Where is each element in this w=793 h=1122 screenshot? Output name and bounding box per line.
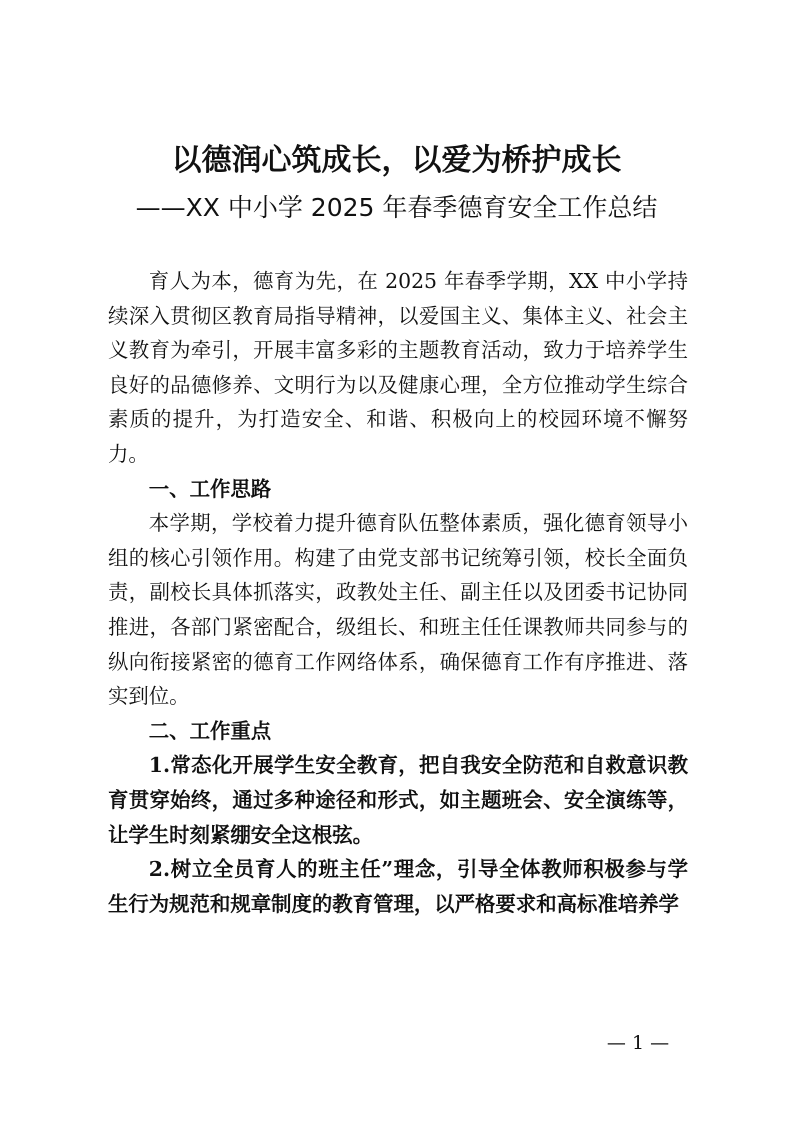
document-body	[108, 264, 688, 921]
section-heading-work-approach: 一、工作思路	[148, 476, 272, 501]
document-title: 以德润心筑成长，以爱为桥护成长	[171, 143, 622, 178]
document-subtitle: ——XX 中小学 2025 年春季德育安全工作总结	[135, 193, 658, 222]
work-approach-paragraph: 本学期，学校着力提升德育队伍整体素质，强化德育领导小组的核心引领作用。构建了由党支部书记统筹引领，校长全面负责，副校长具体抓落实，政教处主任、副主任以及团委书记协同推进，各部门紧密配合，级组长、和班主任任课教师共同参与的纵向衔接紧密的德育工作网络体系，确保德育工作有序推进、落实到位。	[108, 511, 688, 709]
work-focus-item-2: 2.树立全员育人的班主任”理念，引导全体教师积极参与学生行为规范和规章制度的教育管理，以严格要求和高标准培养学	[108, 857, 688, 916]
intro-paragraph: 育人为本，德育为先，在 2025 年春季学期，XX 中小学持续深入贯彻区教育局指导精神，以爱国主义、集体主义、社会主义教育为牵引，开展丰富多彩的主题教育活动，致力于培养学生良好的品德修养、文明行为以及健康心理，全方位推动学生综合素质的提升，为打造安全、和谐、积极向上的校园环境不懈努力。	[108, 269, 688, 466]
work-focus-item-1: 1.常态化开展学生安全教育，把自我安全防范和自救意识教育贯穿始终，通过多种途径和形式，如主题班会、安全演练等，让学生时刻紧绷安全这根弦。	[108, 753, 688, 847]
section-heading-work-focus: 二、工作重点	[148, 718, 272, 743]
page-number: — 1 —	[606, 1032, 670, 1054]
